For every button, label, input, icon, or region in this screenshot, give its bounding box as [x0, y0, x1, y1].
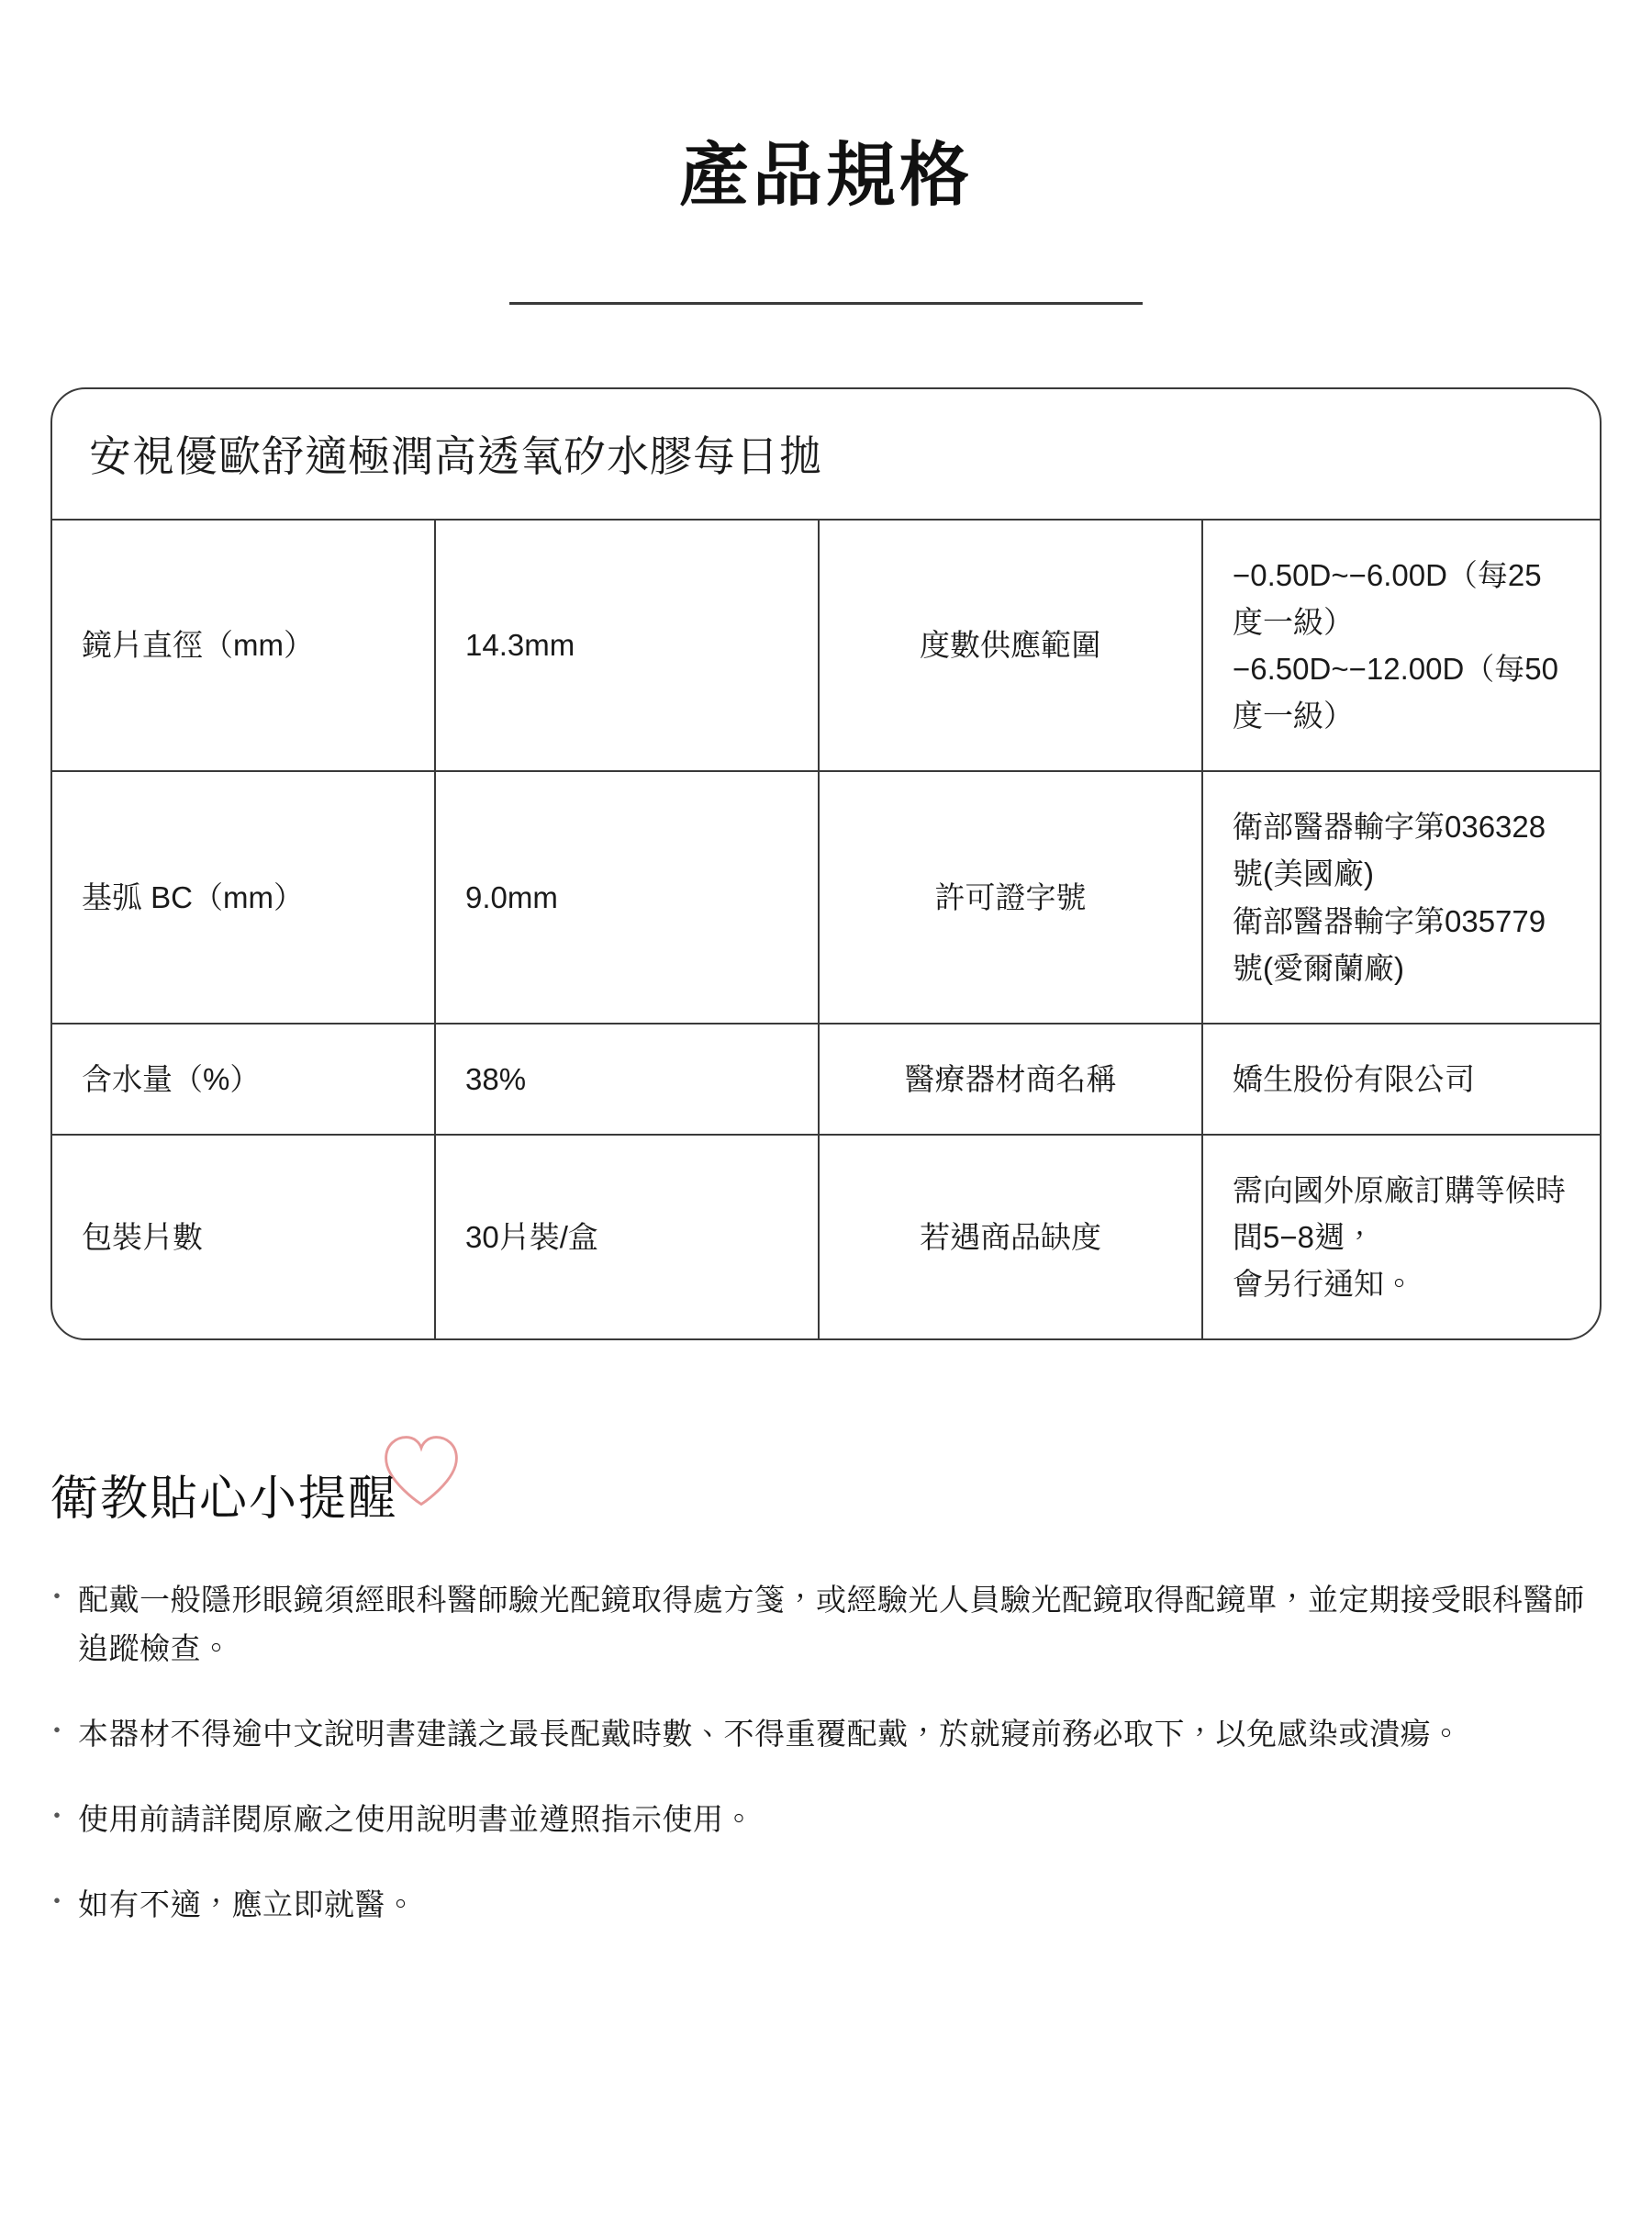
- spec-label-power-range: 度數供應範圍: [819, 520, 1202, 772]
- spec-value-base-curve: 9.0mm: [435, 771, 819, 1024]
- spec-value-license-number-line-1: 衛部醫器輸字第036328號(美國廠): [1233, 810, 1546, 891]
- table-row: [52, 1024, 1600, 1135]
- spec-value-power-range: [1202, 520, 1600, 772]
- spec-value-license-number: [1202, 771, 1600, 1024]
- specification-card: [50, 387, 1602, 1341]
- tips-heading-wrap: [50, 1460, 462, 1528]
- list-item: ・ 本器材不得逾中文說明書建議之最長配戴時數、不得重覆配戴，於就寢前務必取下，以免感染或潰瘍。: [50, 1710, 1602, 1759]
- product-name: 安視優歐舒適極潤高透氧矽水膠每日拋: [89, 431, 822, 480]
- spec-value-manufacturer-line-1: 嬌生股份有限公司: [1233, 1061, 1475, 1096]
- list-item: ・ 配戴一般隱形眼鏡須經眼科醫師驗光配鏡取得處方箋，或經驗光人員驗光配鏡取得配鏡單，並定期接受眼科醫師追蹤檢查。: [50, 1576, 1602, 1674]
- title-divider: [509, 302, 1143, 305]
- spec-value-license-number-line-2: 衛部醫器輸字第035779號(愛爾蘭廠): [1233, 903, 1546, 985]
- table-row: [52, 520, 1600, 772]
- spec-label-water-content: 含水量（%）: [52, 1024, 435, 1135]
- tips-list: [50, 1576, 1602, 1929]
- spec-value-out-of-stock-line-1: 需向國外原廠訂購等候時間5−8週，: [1233, 1173, 1566, 1255]
- page-title: 產品規格: [679, 137, 973, 215]
- spec-value-pack-count: 30片裝/盒: [435, 1135, 819, 1338]
- table-row: [52, 771, 1600, 1024]
- list-item: ・ 如有不適，應立即就醫。: [50, 1881, 1602, 1930]
- spec-label-lens-diameter: 鏡片直徑（mm）: [52, 520, 435, 772]
- spec-label-base-curve: 基弧 BC（mm）: [52, 771, 435, 1024]
- spec-value-out-of-stock: [1202, 1135, 1600, 1338]
- spec-label-license-number: 許可證字號: [819, 771, 1202, 1024]
- list-item: ・ 使用前請詳閱原廠之使用說明書並遵照指示使用。: [50, 1796, 1602, 1844]
- spec-value-lens-diameter: 14.3mm: [435, 520, 819, 772]
- health-tips-section: [50, 1460, 1602, 2048]
- spec-value-manufacturer: [1202, 1024, 1600, 1135]
- spec-label-manufacturer: 醫療器材商名稱: [819, 1024, 1202, 1135]
- title-block: [50, 0, 1602, 305]
- spec-value-power-range-line-2: −6.50D~−12.00D（每50度一級）: [1233, 652, 1558, 733]
- spec-value-power-range-line-1: −0.50D~−6.00D（每25度一級）: [1233, 557, 1542, 639]
- spec-card-header: [52, 389, 1600, 519]
- table-row: [52, 1135, 1600, 1338]
- spec-value-out-of-stock-line-2: 會另行通知。: [1233, 1267, 1414, 1302]
- specification-table: [52, 519, 1600, 1339]
- spec-label-out-of-stock: 若遇商品缺度: [819, 1135, 1202, 1338]
- spec-label-pack-count: 包裝片數: [52, 1135, 435, 1338]
- spec-value-water-content: 38%: [435, 1024, 819, 1135]
- tips-heading: 衛教貼心小提醒: [50, 1472, 398, 1527]
